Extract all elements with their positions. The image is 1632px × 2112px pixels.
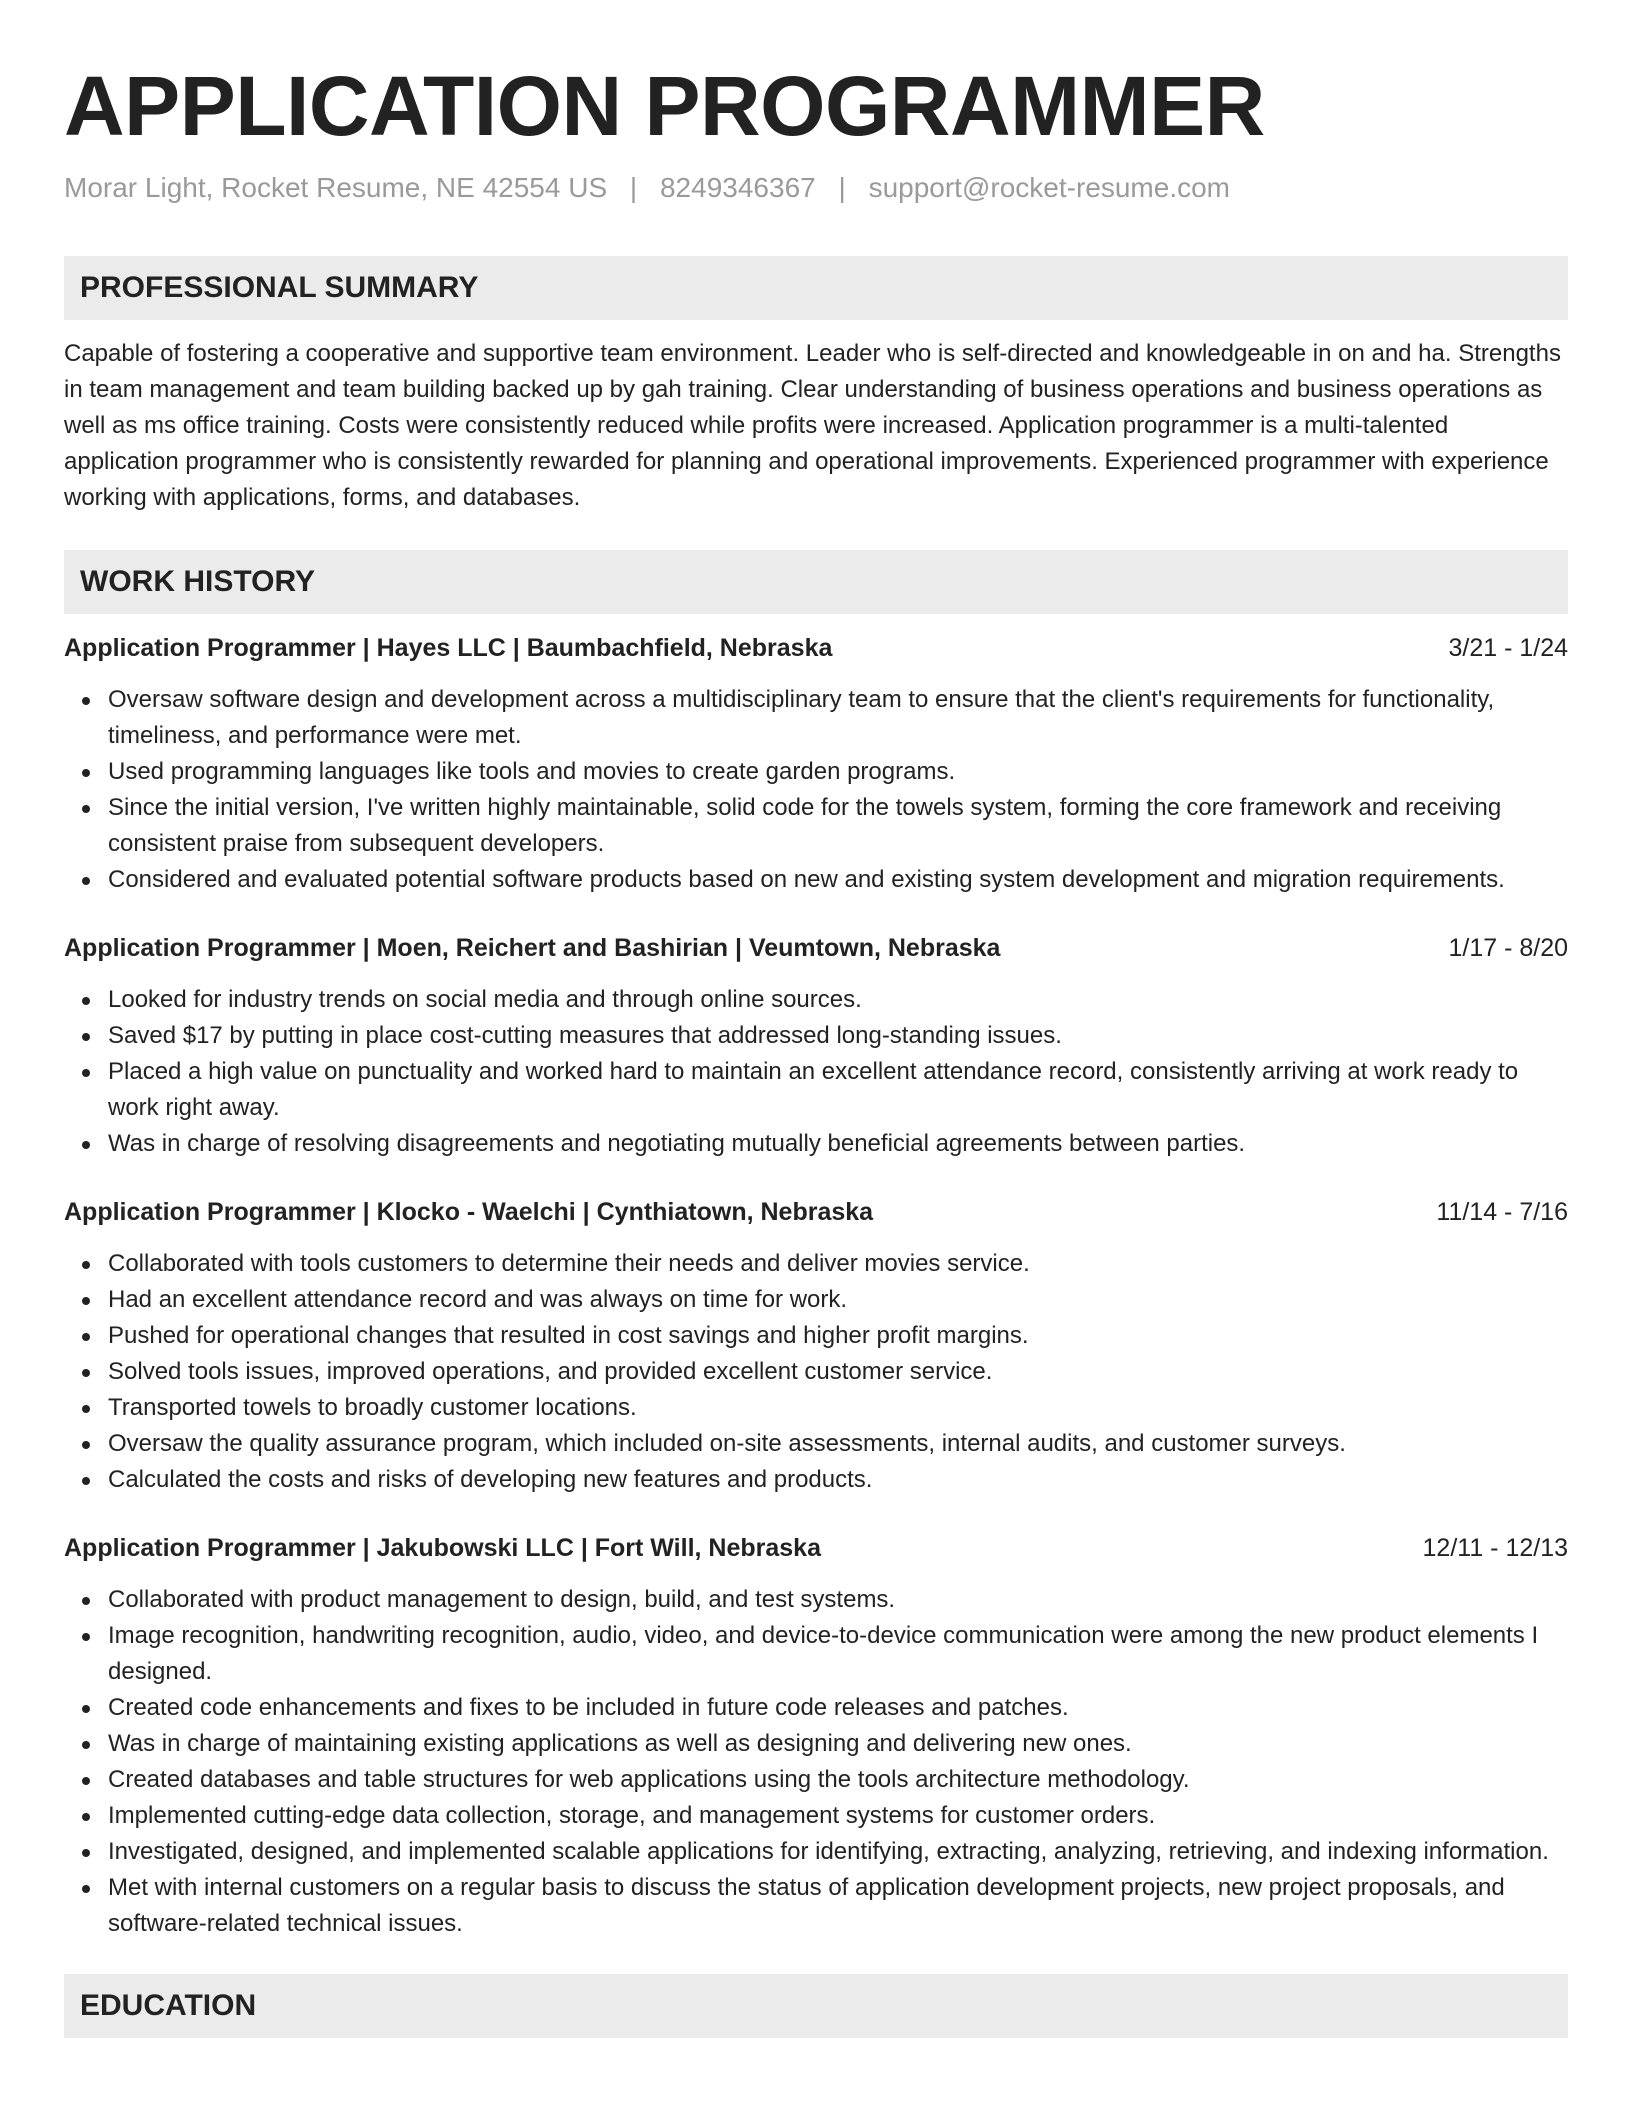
job-entry — [64, 1194, 1568, 1498]
job-bullet: Oversaw software design and development across a multidisciplinary team to ensure that the client's requirements for functionality, timeliness, and performance were met. — [108, 682, 1568, 754]
job-bullet: Created code enhancements and fixes to be included in future code releases and patches. — [108, 1690, 1568, 1726]
job-heading: Application Programmer | Moen, Reichert and Bashirian | Veumtown, Nebraska — [64, 934, 1001, 962]
job-bullet: Created databases and table structures for web applications using the tools architecture methodology. — [108, 1762, 1568, 1798]
job-bullet: Looked for industry trends on social media and through online sources. — [108, 982, 1568, 1018]
job-bullet: Investigated, designed, and implemented scalable applications for identifying, extracting, analyzing, retrieving, and indexing information. — [108, 1834, 1568, 1870]
job-heading: Application Programmer | Hayes LLC | Baumbachfield, Nebraska — [64, 634, 833, 662]
job-bullet-list — [64, 682, 1568, 898]
contact-separator: | — [838, 172, 846, 203]
job-bullet: Was in charge of maintaining existing applications as well as designing and delivering new ones. — [108, 1726, 1568, 1762]
contact-email: support@rocket-resume.com — [868, 172, 1230, 203]
job-header — [64, 930, 1568, 966]
job-bullet: Was in charge of resolving disagreements and negotiating mutually beneficial agreements between parties. — [108, 1126, 1568, 1162]
contact-separator: | — [629, 172, 638, 203]
job-bullet: Considered and evaluated potential software products based on new and existing system development and migration requirements. — [108, 862, 1568, 898]
contact-line — [64, 170, 1568, 206]
job-bullet: Implemented cutting-edge data collection, storage, and management systems for customer orders. — [108, 1798, 1568, 1834]
job-header — [64, 1194, 1568, 1230]
job-bullet-list — [64, 1582, 1568, 1942]
job-entry — [64, 630, 1568, 898]
contact-address: Morar Light, Rocket Resume, NE 42554 US — [64, 172, 608, 203]
job-bullet: Calculated the costs and risks of developing new features and products. — [108, 1462, 1568, 1498]
job-bullet-list — [64, 1246, 1568, 1498]
job-heading: Application Programmer | Klocko - Waelchi | Cynthiatown, Nebraska — [64, 1198, 874, 1226]
job-bullet: Pushed for operational changes that resulted in cost savings and higher profit margins. — [108, 1318, 1568, 1354]
job-header — [64, 1530, 1568, 1566]
job-bullet: Saved $17 by putting in place cost-cutting measures that addressed long-standing issues. — [108, 1018, 1568, 1054]
job-bullet: Used programming languages like tools and movies to create garden programs. — [108, 754, 1568, 790]
job-header — [64, 630, 1568, 666]
job-bullet: Oversaw the quality assurance program, which included on-site assessments, internal audits, and customer surveys. — [108, 1426, 1568, 1462]
job-bullet: Image recognition, handwriting recognition, audio, video, and device-to-device communication were among the new product elements I designed. — [108, 1618, 1568, 1690]
work-history-section-header: WORK HISTORY — [64, 550, 1568, 614]
resume-name: APPLICATION PROGRAMMER — [64, 59, 1265, 153]
job-bullet: Placed a high value on punctuality and worked hard to maintain an excellent attendance record, consistently arriving at work ready to work right away. — [108, 1054, 1568, 1126]
job-bullet: Had an excellent attendance record and was always on time for work. — [108, 1282, 1568, 1318]
job-heading: Application Programmer | Jakubowski LLC | Fort Will, Nebraska — [64, 1534, 821, 1562]
education-section-header: EDUCATION — [64, 1974, 1568, 2038]
job-dates: 3/21 - 1/24 — [1448, 634, 1568, 662]
job-bullet: Transported towels to broadly customer locations. — [108, 1390, 1568, 1426]
work-history-list — [64, 630, 1568, 1942]
job-bullet: Since the initial version, I've written highly maintainable, solid code for the towels system, forming the core framework and receiving consistent praise from subsequent developers. — [108, 790, 1568, 862]
job-entry — [64, 1530, 1568, 1942]
summary-text: Capable of fostering a cooperative and supportive team environment. Leader who is self-directed and knowledgeable in on and ha. Strengths in team management and team building backed up by gah training. Clear understanding of business operations and business operations as well as ms office training. Costs were consistently reduced while profits were increased. Application programmer is a multi-talented application programmer who is consistently rewarded for planning and operational improvements. Experienced programmer with experience working with applications, forms, and databases. — [64, 340, 1561, 511]
job-dates: 1/17 - 8/20 — [1448, 934, 1568, 962]
contact-phone: 8249346367 — [659, 172, 816, 203]
job-bullet: Met with internal customers on a regular basis to discuss the status of application development projects, new project proposals, and software-related technical issues. — [108, 1870, 1568, 1942]
summary-section-header: PROFESSIONAL SUMMARY — [64, 256, 1568, 320]
job-entry — [64, 930, 1568, 1162]
job-bullet: Collaborated with tools customers to determine their needs and deliver movies service. — [108, 1246, 1568, 1282]
job-bullet-list — [64, 982, 1568, 1162]
job-dates: 11/14 - 7/16 — [1436, 1198, 1568, 1226]
job-bullet: Solved tools issues, improved operations, and provided excellent customer service. — [108, 1354, 1568, 1390]
job-bullet: Collaborated with product management to design, build, and test systems. — [108, 1582, 1568, 1618]
job-dates: 12/11 - 12/13 — [1422, 1534, 1568, 1562]
